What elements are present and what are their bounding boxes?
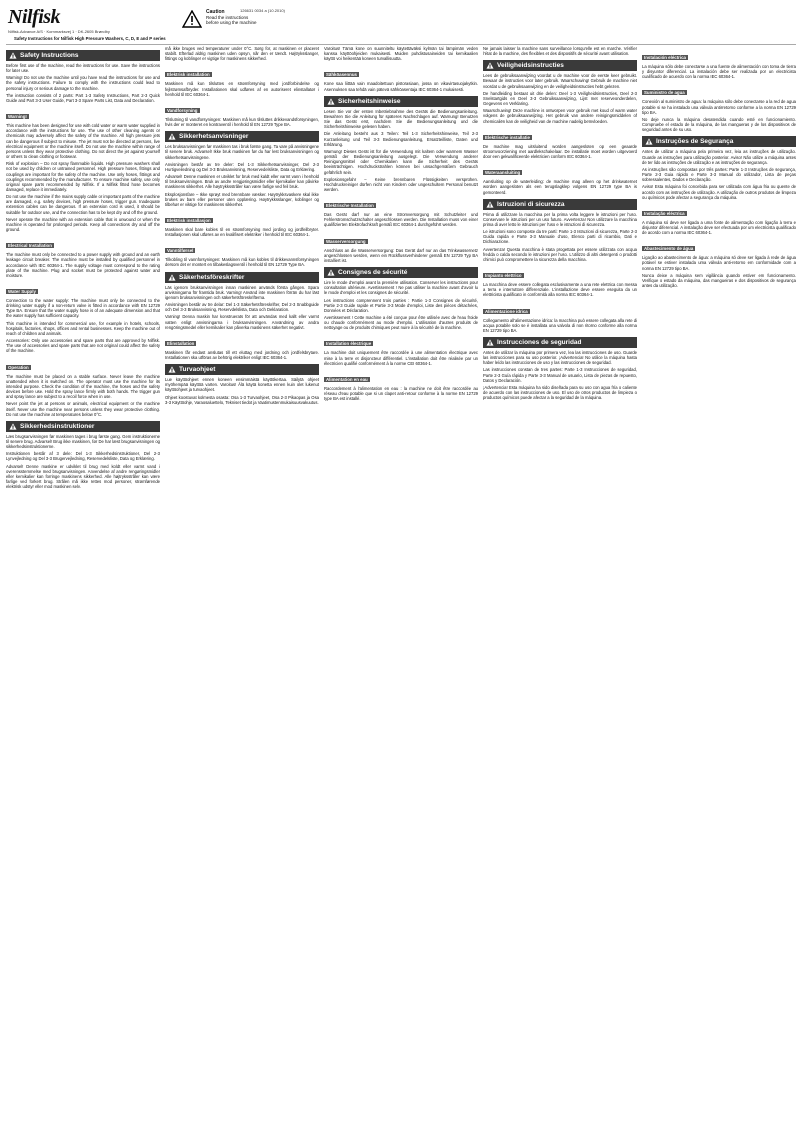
brand-logo: Nilfisk <box>8 6 61 28</box>
paragraph: Les instructions comprennent trois parties : Partie 1-3 Consignes de sécurité, Partie 2-3 Guide rapide et Partie 3-3 Mode d'emploi, Liste des pièces détachées, Données et Déclaration. <box>324 297 478 313</box>
subsection-heading-row <box>642 81 796 99</box>
paragraph: Varoitus! Tämä kone on suunniteltu käytettäväksi kylmän tai lämpimän veden kanssa käyttöohjeiden mukaisesti. Muiden puhdistusaineiden tai kemikaalien käyttö voi heikentää koneen turvallisuutta. <box>324 46 478 62</box>
paragraph: Never operate the machine with an extension cable that is unwound or when the machine is operated for prolonged periods. Keep all connections dry and off the ground. <box>6 216 160 233</box>
paragraph: Maskinen skal bare kobles til en strømforsyning med jording og jordfeilbryter. Installasjonen skal utføres av en kvalifisert elektriker i henhold til IEC 60364-1. <box>165 226 319 238</box>
paragraph: Connection to the water supply: The machine must only be connected to the drinking water supply if a non-return valve is fitted in accordance with EN 12729 Type BA. Ensure that the water supply hose is of an adequate dimension and that the water supply has sufficient capacity. <box>6 298 160 319</box>
paragraph: Antes de utilizar la máquina por primera vez, lea las instrucciones de uso. Guarde las instrucciones para su uso posterior. ¡Advertencia! No utilice la máquina hasta haber leído las instrucciones de uso y las instrucciones de seguridad. <box>483 350 637 366</box>
subsection-heading-row <box>324 194 478 212</box>
paragraph: Raccordement à l'alimentation en eau : la machine ne doit être raccordée au réseau d'eau potable que si un clapet anti-retour conforme à la norme EN 12729 type BA est installé. <box>324 385 478 402</box>
section-title-text: Instrucciones de seguridad <box>497 339 582 346</box>
paragraph: As instruções são compostas por três partes: Parte 1-3 Instruções de segurança, Parte 2-3 Guia rápido e Parte 3-3 Manual do utilizador, Lista de peças sobressalentes, Dados e Declaração. <box>642 166 796 183</box>
paragraph: Ligação ao abastecimento de água: a máquina só deve ser ligada à rede de água potável se estiver instalada uma válvula anti-retorno em conformidade com a norma EN 12729 tipo BA. <box>642 255 796 271</box>
paragraph: Before first use of the machine, read the instructions for use. Save the instructions for later use. <box>6 63 160 74</box>
subsection-heading: Instalación eléctrica <box>644 55 686 60</box>
subsection-heading-row <box>324 63 478 81</box>
paragraph: Das Gerät darf nur an eine Stromversorgung mit Schutzleiter und Fehlerstromschutzschalter angeschlossen werden. Die Installation muss von einer qualifizierten Elektrofachkraft gemäß IEC 60364-1 durchgeführt werden. <box>324 212 478 228</box>
paragraph: Avertissement ! Cette machine a été conçue pour être utilisée avec de l'eau froide ou chaude conformément au mode d'emploi. L'utilisation d'autres produits de nettoyage ou de produits chimiques peut nuire à la sécurité de la machine. <box>324 315 478 331</box>
paragraph: Tilslutning til vandforsyningen: Maskinen må kun tilsluttes drikkevandsforsyningen, hvis der er monteret en kontraventil i henhold til EN 12729 Type BA. <box>165 116 319 128</box>
subsection-heading: Abastecimento de água <box>644 246 694 252</box>
subsection-heading-row <box>642 202 796 220</box>
subsection-heading: Suministro de agua <box>644 90 685 96</box>
subsection-heading: Operation <box>8 364 29 370</box>
paragraph: Warning! Do not use the machine until you have read the instructions for use and the safety instructions. Failure to comply with the instructions could lead to personal injury or serious damage to the machine. <box>6 75 160 91</box>
paragraph: Accessories: Only use accessories and spare parts that are approved by Nilfisk. The use of accessories and spare parts that are not original could affect the safety of the machine. <box>6 338 160 354</box>
section-title-text: Istruzioni di sicurezza <box>497 200 565 208</box>
section-title-text: Veiligheidsinstructies <box>497 62 564 70</box>
subsection-heading-row <box>483 264 637 282</box>
caution-line-2: before using the machine <box>206 20 257 26</box>
paragraph: The machine must only be connected to a power supply with ground and an earth leakage circuit breaker. The machine must be installed by qualified personnel in accordance with IEC 60364-1. The supply voltage must correspond to the rating plate of the machine. Plug and socket must be protected against water and moisture. <box>6 252 160 278</box>
section-title <box>642 136 796 147</box>
text-columns <box>6 46 796 1129</box>
warning-triangle-icon <box>9 423 17 430</box>
subsection-heading: Impianto elettrico <box>485 273 522 279</box>
paragraph: Conexión al suministro de agua: la máquina sólo debe conectarse a la red de agua potable si se ha instalado una válvula antirretorno conforme a la norma EN 12729 tipo BA. <box>642 99 796 115</box>
paragraph: La máquina sólo debe conectarse a una fuente de alimentación con toma de tierra y disyuntor diferencial. La instalación debe ser realizada por un electricista cualificado de acuerdo con la norma IEC 60364-1. <box>642 64 796 80</box>
paragraph: ¡Advertencia! Esta máquina ha sido diseñada para su uso con agua fría o caliente de acuerdo con las instrucciones de uso. El uso de otros productos de limpieza o productos químicos puede afectar a la seguridad de la máquina. <box>483 384 637 401</box>
subsection-heading-row <box>324 230 478 248</box>
section-title-text: Säkerhetsföreskrifter <box>179 273 245 281</box>
subsection-heading-row <box>6 105 160 123</box>
subsection-heading-row <box>165 209 319 227</box>
warning-triangle-icon <box>486 62 494 69</box>
document-title: Safety Instructions for Nilfisk High Pressure Washers, C, D, E and P series <box>14 36 166 41</box>
paragraph: Aviso! Esta máquina foi concebida para ser utilizada com água fria ou quente de acordo com as instruções de utilização. A utilização de outros produtos de limpeza ou químicos pode afectar a segurança da máquina. <box>642 184 796 200</box>
subsection-heading-row <box>642 237 796 255</box>
subsection-heading-row <box>165 332 319 350</box>
caution-title: Caution <box>206 9 225 15</box>
paragraph: Varning! Denna maskin har konstruerats för att användas med kallt eller varmt vatten enligt anvisningarna i bruksanvisningen. Användning av andra rengöringsmedel eller kemikalier kan påverka maskinens säkerhet negativt. <box>165 314 319 330</box>
warning-triangle-icon <box>168 133 176 140</box>
warning-triangle-icon <box>168 366 176 373</box>
paragraph: Instruktionen består af 3 dele: Del 1-3 Sikkerhedsinstruktioner, Del 2-3 Lynvejledning og Del 3-3 Brugervejledning, Reservedelsliste, Data og Erklæring. <box>6 451 160 462</box>
subsection-heading-row <box>324 368 478 386</box>
paragraph: De machine mag uitsluitend worden aangesloten op een geaarde stroomvoorziening met aardlekschakelaar. De installatie moet worden uitgevoerd door een gekwalificeerde elektricien conform IEC 60364-1. <box>483 143 637 160</box>
paragraph: Le istruzioni sono composte da tre parti: Parte 1-3 Istruzioni di sicurezza, Parte 2-3 Guida rapida e Parte 3-3 Manuale d'uso, Elenco parti di ricambio, Dati e Dichiarazione. <box>483 229 637 245</box>
paragraph: Læs brugsanvisningen før maskinen tages i brug første gang. Gem instruktionerne til senere brug. Advarsel! Brug ikke maskinen, før De har læst brugsanvisningen og sikkerhedsinstruktionerne. <box>6 433 160 450</box>
paragraph: Explosionsgefahr – Keine brennbaren Flüssigkeiten versprühen. Hochdruckreiniger dürfen nicht von Kindern oder ungeschultem Personal benutzt werden. <box>324 176 478 192</box>
subsection-heading-row <box>6 356 160 374</box>
paragraph: La machine doit uniquement être raccordée à une alimentation électrique avec mise à la terre et disjoncteur différentiel. L'installation doit être réalisée par un électricien qualifié conformément à la norme CEI 60364-1. <box>324 350 478 366</box>
paragraph: Never point the jet at persons or animals, electrical equipment or the machine itself. Never use the machine near persons unless they wear protective clothing. Do not use the machine at temperatures below 0°C. <box>6 401 160 417</box>
section-title <box>483 337 637 348</box>
paragraph: De handleiding bestaat uit drie delen: Deel 1-3 Veiligheidsinstructies, Deel 2-3 Snelstartgids en Deel 3-3 Gebruiksaanwijzing, Lijst met reserveonderdelen, Gegevens en Verklaring. <box>483 90 637 107</box>
subsection-heading: Elektrisk installasjon <box>167 217 211 223</box>
subsection-heading-row <box>642 46 796 64</box>
paragraph: Advarsel! Denne maskine er udviklet til brug med koldt eller varmt vand i overensstemmelse med brugsanvisningen. Anvendelse af andre rengøringsmidler eller kemikalier kan forringe maskinens sikkerhed. Alle højtryksstråler kan være farlige ved forkert brug. Strålen må ikke rettes mod personer, strømførende elektrisk udstyr eller mod maskinen selv. <box>6 463 160 490</box>
section-title-text: Sikkerhedsinstruktioner <box>20 422 95 430</box>
paragraph: Risk of explosion – Do not spray flammable liquids. High pressure washers shall not be used by children or untrained personnel. High pressure hoses, fittings and couplings are important for the safety of the machine. Use only hoses, fittings and couplings recommended by the manufacturer. To ensure machine safety, use only original spare parts recommended by Nilfisk. If a Nilfisk fitted hose becomes damaged, replace it immediately. <box>6 161 160 192</box>
paragraph: Aansluiting op de waterleiding: de machine mag alleen op het drinkwaternet worden aangesloten als een terugslagklep volgens EN 12729 type BA is gemonteerd. <box>483 179 637 195</box>
section-title <box>6 50 160 61</box>
section-title <box>324 267 478 278</box>
brand-address: Nilfisk-Advance A/S · Kornmarksvej 1 · DK-2605 Brøndby <box>8 29 110 34</box>
section-title <box>6 421 160 432</box>
subsection-heading: Electrical Installation <box>8 243 52 249</box>
warning-triangle-icon <box>486 201 494 208</box>
warning-triangle-icon <box>9 52 17 59</box>
paragraph: må ikke bruges ved temperaturer under 0°C. Sørg for, at maskinen er placeret stabilt. Efterlad aldrig maskinen uden opsyn, når den er tændt. Højtryksslanger, fittings og koblinger er vigtige for maskinens sikkerhed. <box>165 46 319 62</box>
paragraph: Antes de utilizar a máquina pela primeira vez, leia as instruções de utilização. Guarde as instruções para utilização posterior. Aviso! Não utilize a máquina antes de ter lido as instruções de utilização e as instruções de segurança. <box>642 149 796 165</box>
paragraph: This machine is intended for commercial use, for example in hotels, schools, hospitals, factories, shops, offices and rental businesses. Keep the machine out of reach of children and animals. <box>6 320 160 336</box>
warning-triangle-icon <box>327 98 335 105</box>
paragraph: Collegamento all'alimentazione idrica: la macchina può essere collegata alla rete di acqua potabile solo se è installata una valvola di non ritorno conforme alla norma EN 12729 tipo BA. <box>483 317 637 333</box>
subsection-heading-row <box>324 332 478 350</box>
paragraph: Ne jamais laisser la machine sans surveillance lorsqu'elle est en marche. Vérifier l'état de la machine, des flexibles et des dispositifs de sécurité avant utilisation. <box>483 46 637 57</box>
paragraph: Lesen Sie vor der ersten Inbetriebnahme des Geräts die Bedienungsanleitung. Bewahren Sie die Anleitung für späteres Nachschlagen auf. Warnung! Benutzen Sie das Gerät erst, nachdem Sie die Bedienungsanleitung und die Sicherheitshinweise gelesen haben. <box>324 108 478 130</box>
paragraph: Kone saa liittää vain maadoitettuun pistorasiaan, jossa on vikavirtasuojakytkin. Asennuksen saa tehdä vain pätevä sähköasentaja IEC 60364-1 mukaisesti. <box>324 81 478 92</box>
subsection-heading: Wasserversorgung <box>326 238 366 244</box>
text-col-4 <box>483 46 637 1129</box>
subsection-heading: Water Supply <box>8 289 36 294</box>
subsection-heading: Warning! <box>8 114 27 120</box>
subsection-heading: Alimentazione idrica <box>485 308 528 314</box>
section-title-text: Safety Instructions <box>20 52 79 59</box>
document-id: 126631 0034 a (10.2010) <box>240 8 285 13</box>
caution-line-1: Read the instructions <box>206 15 249 21</box>
paragraph: Anvisningen består av tre delar: Del 1-3 Säkerhetsföreskrifter, Del 2-3 Snabbguide och Del 3-3 Bruksanvisning, Reservdelslista, Data och Deklaration. <box>165 302 319 313</box>
subsection-heading: Alimentation en eau <box>326 376 368 382</box>
text-col-1 <box>6 46 160 1129</box>
paragraph: Anvisningen består av tre deler: Del 1-3 Sikkerhetsanvisninger, Del 2-3 Hurtigveiledning og Del 3-3 Bruksanvisning, Reservedelsliste, Data og Erklæring. <box>165 161 319 172</box>
subsection-heading: Instalação eléctrica <box>644 210 685 216</box>
paragraph: Die Anleitung besteht aus 3 Teilen: Teil 1-3 Sicherheitshinweise, Teil 2-3 Kurzanleitung und Teil 3-3 Bedienungsanleitung, Ersatzteilliste, Daten und Erklärung. <box>324 131 478 147</box>
text-col-2 <box>165 46 319 1129</box>
paragraph: Anschluss an die Wasserversorgung: Das Gerät darf nur an das Trinkwassernetz angeschlossen werden, wenn ein Rückflussverhinderer gemäß EN 12729 Typ BA installiert ist. <box>324 247 478 263</box>
subsection-heading-row <box>6 280 160 298</box>
paragraph: This machine has been designed for use with cold water or warm water supplied in accordance with the instructions for use. The use of other cleaning agents or chemicals may adversely affect the safety of the machine. All high pressure jets can be dangerous if subject to misuse. The jet must not be directed at persons, live electrical equipment or the machine itself. Do not use the machine within range of persons unless they wear protective clothing. Do not direct the jet against yourself or others to clean clothing or footwear. <box>6 123 160 160</box>
subsection-heading: Sähköasennus <box>326 72 357 78</box>
subsection-heading: Elektrisk installation <box>167 72 210 78</box>
section-title-text: Turvaohjeet <box>179 366 216 374</box>
section-title <box>165 131 319 142</box>
paragraph: Nunca deixe a máquina sem vigilância quando estiver em funcionamento. Verifique o estado da máquina, das mangueiras e dos dispositivos de segurança antes da utilização. <box>642 272 796 289</box>
paragraph: Eksplosjonsfare – Ikke sprøyt med brennbare væsker. Høytrykksvaskere skal ikke brukes av barn eller personer uten opplæring. Høytrykksslanger, koblinger og tilbehør er viktige for maskinens sikkerhet. <box>165 191 319 207</box>
section-title-text: Sikkerhetsanvisninger <box>179 133 249 141</box>
page-header <box>6 6 796 45</box>
section-title <box>165 272 319 283</box>
section-title <box>483 60 637 71</box>
paragraph: Tilkobling til vannforsyningen: Maskinen må kun kobles til drikkevannsforsyningen dersom det er montert en tilbakeslagsventil i henhold til EN 12729 Type BA. <box>165 257 319 268</box>
paragraph: Lue käyttöohjeet ennen koneen ensimmäistä käyttökertaa. Säilytä ohjeet myöhempää käyttöä varten. Varoitus! Älä käytä konetta ennen kuin olet lukenut käyttöohjeet ja turvaohjeet. <box>165 377 319 393</box>
warning-triangle-icon <box>645 138 653 145</box>
paragraph: Lees de gebruiksaanwijzing voordat u de machine voor de eerste keer gebruikt. Bewaar de instructies voor later gebruik. Waarschuwing! Gebruik de machine niet voordat u de gebruiksaanwijzing en de veiligheidsinstructies hebt gelezen. <box>483 73 637 89</box>
paragraph: Maskinen må kun tilsluttes en strømforsyning med jordforbindelse og fejlstrømsafbryder. Installationen skal udføres af en autoriseret elinstallatør i henhold til IEC 60364-1. <box>165 81 319 97</box>
section-title <box>483 199 637 210</box>
warning-triangle-icon <box>486 339 494 346</box>
subsection-heading: Elektrische installatie <box>485 134 530 140</box>
subsection-heading-row <box>165 63 319 81</box>
subsection-heading-row <box>483 126 637 144</box>
section-title-text: Sicherheitshinweise <box>338 97 401 105</box>
paragraph: La macchina deve essere collegata esclusivamente a una rete elettrica con messa a terra e interruttore differenziale. L'installazione deve essere eseguita da un elettricista qualificato in conformità alla norma IEC 60364-1. <box>483 282 637 298</box>
warning-triangle-icon <box>327 269 335 276</box>
text-col-5 <box>642 46 796 1129</box>
paragraph: The machine must be placed on a stable surface. Never leave the machine unattended when it is switched on. The operator must use the machine for its intended purpose. Check the condition of the machine, the hoses and the safety devices before use. Hold the spray lance firmly with both hands. The trigger gun and spray lance are subject to a recoil force when in use. <box>6 373 160 400</box>
paragraph: Les bruksanvisningen før maskinen tas i bruk første gang. Ta vare på anvisningene til senere bruk. Advarsel! Ikke bruk maskinen før du har lest bruksanvisningen og sikkerhetsanvisningene. <box>165 144 319 160</box>
section-title <box>324 96 478 107</box>
subsection-heading: Elektrische Installation <box>326 203 374 209</box>
paragraph: A máquina só deve ser ligada a uma fonte de alimentação com ligação à terra e disjuntor diferencial. A instalação deve ser efectuada por um electricista qualificado de acordo com a norma IEC 60364-1. <box>642 219 796 236</box>
subsection-heading-row <box>6 234 160 252</box>
section-title-text: Consignes de sécurité <box>338 269 408 277</box>
subsection-heading: Vandforsyning <box>167 107 198 113</box>
subsection-heading: Wateraansluiting <box>485 170 521 176</box>
subsection-heading: Installation électrique <box>326 341 372 347</box>
subsection-heading: Vanntilførsel <box>167 248 194 254</box>
subsection-heading-row <box>483 300 637 318</box>
warning-triangle-icon <box>168 274 176 281</box>
subsection-heading: Elinstallation <box>167 340 195 346</box>
paragraph: Waarschuwing! Deze machine is ontworpen voor gebruik met koud of warm water volgens de gebruiksaanwijzing. Het gebruik van andere reinigingsmiddelen of chemicaliën kan de veiligheid van de machine nadelig beïnvloeden. <box>483 108 637 124</box>
paragraph: Avvertenza! Questa macchina è stata progettata per essere utilizzata con acqua fredda o calda secondo le istruzioni per l'uso. L'utilizzo di altri detergenti o prodotti chimici può compromettere la sicurezza della macchina. <box>483 246 637 262</box>
caution-icon <box>182 10 202 28</box>
paragraph: Maskinen får endast anslutas till ett eluttag med jordning och jordfelsbrytare. Installationen ska utföras av behörig elektriker enligt IEC 60364-1. <box>165 349 319 360</box>
paragraph: Ohjeet koostuvat kolmesta osasta: Osa 1-3 Turvaohjeet, Osa 2-3 Pikaopas ja Osa 3-3 Käyttöohje, Varaosaluettelo, Tekniset tiedot ja Vaatimustenmukaisuusvakuutus. <box>165 394 319 405</box>
paragraph: Do not use the machine if the mains supply cable or important parts of the machine are damaged, e.g. safety devices, high pressure hoses, trigger gun. Inadequate extension cables can be dangerous. If an extension cord is used, it should be suitable for outdoor use, and the connection has to be kept dry and off the ground. <box>6 194 160 215</box>
paragraph: Las instrucciones constan de tres partes: Parte 1-3 Instrucciones de seguridad, Parte 2-3 Guía rápida y Parte 3-3 Manual de usuario, Lista de piezas de repuesto, Datos y Declaración. <box>483 367 637 383</box>
paragraph: Läs igenom bruksanvisningen innan maskinen används första gången. Spara anvisningarna för framtida bruk. Varning! Använd inte maskinen förrän du har läst igenom bruksanvisningen och säkerhetsföreskrifterna. <box>165 284 319 300</box>
paragraph: Prima di utilizzare la macchina per la prima volta leggere le istruzioni per l'uso. Conservare le istruzioni per un uso futuro. Avvertenza! Non utilizzare la macchina prima di aver letto le istruzioni per l'uso e le istruzioni di sicurezza. <box>483 211 637 227</box>
text-col-3 <box>324 46 478 1129</box>
paragraph: No deje nunca la máquina desatendida cuando esté en funcionamiento. Compruebe el estado de la máquina, de las mangueras y de los dispositivos de seguridad antes de su uso. <box>642 116 796 133</box>
subsection-heading-row <box>165 99 319 117</box>
subsection-heading-row <box>165 239 319 257</box>
paragraph: Advarsel! Denne maskinen er utviklet for bruk med kaldt eller varmt vann i henhold til bruksanvisningen. Bruk av andre rengjøringsmidler eller kjemikalier kan påvirke maskinens sikkerhet. Alle høytrykksstråler kan være farlige ved feil bruk. <box>165 174 319 190</box>
paragraph: Warnung! Dieses Gerät ist für die Verwendung mit kaltem oder warmem Wasser gemäß der Bedienungsanleitung ausgelegt. Die Verwendung anderer Reinigungsmittel oder Chemikalien kann die Sicherheit des Geräts beeinträchtigen. Hochdruckstrahlen können bei unsachgemäßem Gebrauch gefährlich sein. <box>324 148 478 175</box>
subsection-heading-row <box>483 161 637 179</box>
section-title <box>165 364 319 375</box>
paragraph: The instruction consists of 2 parts: Part 1-3 Safety Instructions, Part 2-3 Quick Guide and Part 3-3 User Guide, Part 3-3 Spare Parts List, Data and Declaration. <box>6 92 160 103</box>
section-title-text: Instruções de Segurança <box>656 138 734 146</box>
paragraph: Lire le mode d'emploi avant la première utilisation. Conserver les instructions pour consultation ultérieure. Avertissement ! Ne pas utiliser la machine avant d'avoir lu le mode d'emploi et les consignes de sécurité. <box>324 280 478 296</box>
